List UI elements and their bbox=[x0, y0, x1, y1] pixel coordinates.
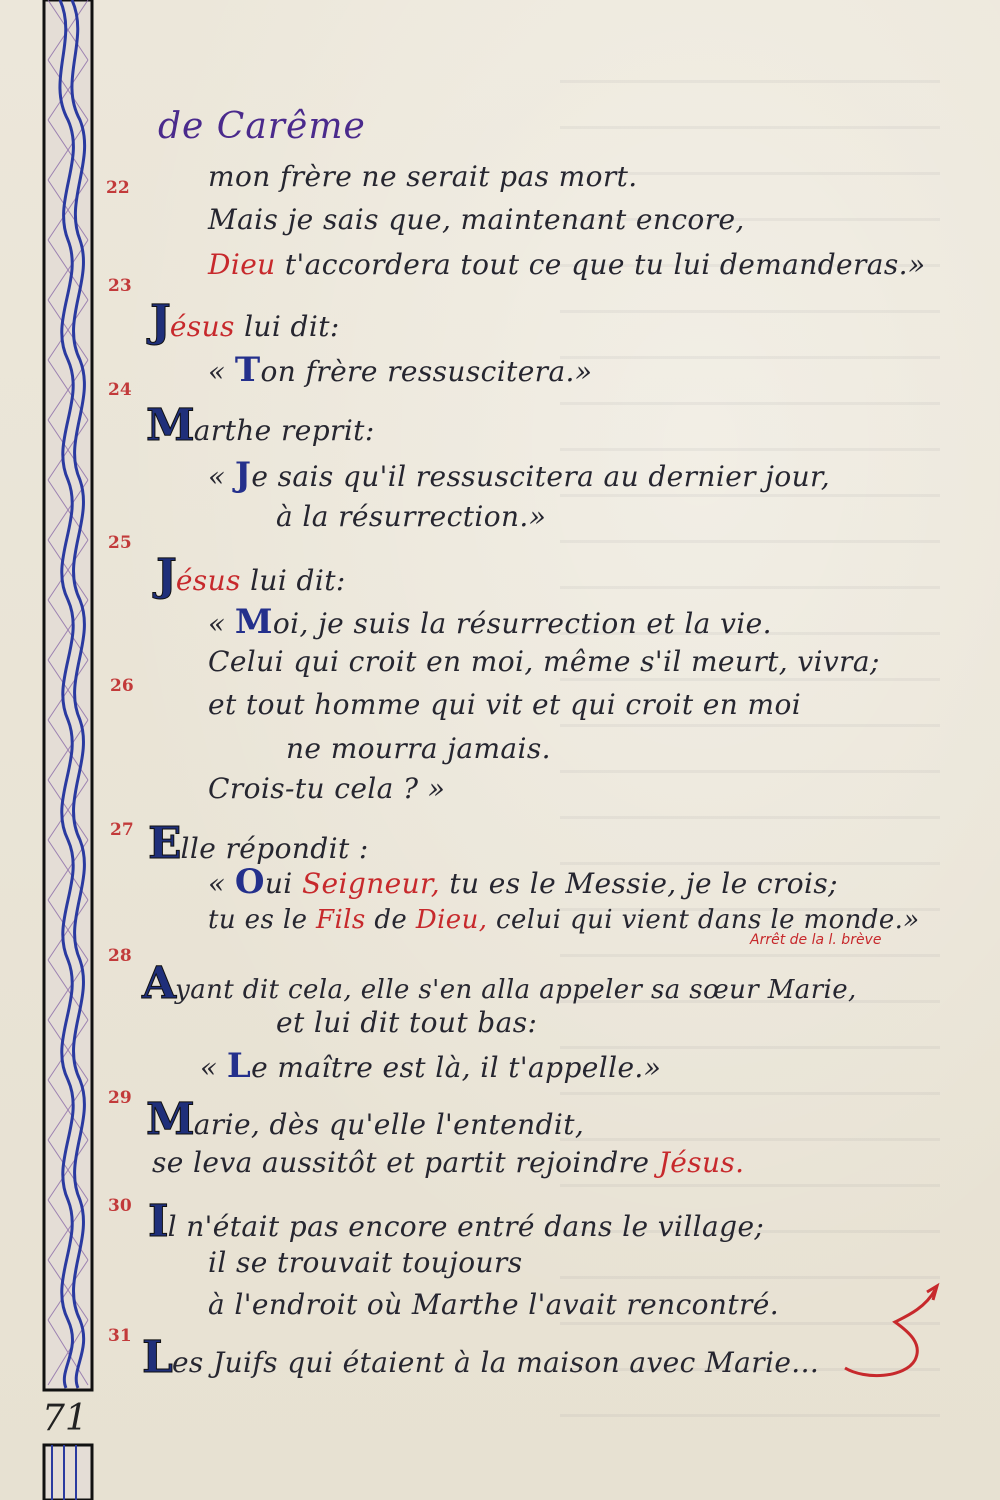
rubric-word: Dieu bbox=[208, 248, 276, 281]
text-run: e sais qu'il ressuscitera au dernier jour, bbox=[251, 460, 831, 493]
text-run: lui dit: bbox=[240, 564, 346, 597]
text-line bbox=[208, 602, 772, 642]
text-line bbox=[150, 296, 340, 347]
text-run: tu es le bbox=[208, 905, 317, 935]
text-line: et tout homme qui vit et qui croit en moi bbox=[208, 688, 802, 721]
lettrine: T bbox=[234, 350, 261, 390]
text-run: arie, dès qu'elle l'entendit, bbox=[193, 1108, 585, 1141]
rubric-word: ésus bbox=[169, 310, 235, 343]
lettrine: M bbox=[234, 602, 273, 642]
text-line: Mais je sais que, maintenant encore, bbox=[208, 203, 745, 236]
page-number: 71 bbox=[42, 1398, 88, 1439]
text-run: « bbox=[208, 607, 235, 640]
text-run: lui dit: bbox=[234, 310, 340, 343]
lettrine: A bbox=[142, 958, 176, 1009]
page-turn-arrow-icon bbox=[835, 1280, 945, 1390]
text-run: se leva aussitôt et partit rejoindre bbox=[152, 1146, 659, 1179]
text-run: « bbox=[208, 355, 235, 388]
verse-number: 25 bbox=[108, 533, 132, 553]
text-line bbox=[208, 455, 830, 495]
text-run: « bbox=[208, 867, 235, 900]
margin-note: Arrêt de la l. brève bbox=[750, 932, 882, 948]
text-run: celui qui vient dans le monde.» bbox=[487, 905, 920, 935]
rubric-word: ésus bbox=[175, 564, 241, 597]
text-run: oi, je suis la résurrection et la vie. bbox=[272, 607, 772, 640]
text-line bbox=[156, 550, 346, 601]
text-run: lle répondit : bbox=[180, 832, 369, 865]
text-line bbox=[146, 400, 375, 451]
text-run: de bbox=[365, 905, 416, 935]
text-line: à l'endroit où Marthe l'avait rencontré. bbox=[208, 1288, 780, 1321]
text-run: tu es le Messie, je le crois; bbox=[440, 867, 838, 900]
text-line bbox=[208, 862, 838, 902]
lettrine: L bbox=[226, 1046, 252, 1086]
text-line bbox=[146, 1094, 584, 1145]
text-line bbox=[142, 958, 857, 1009]
rubric-word: Fils bbox=[316, 905, 366, 935]
verse-number: 22 bbox=[106, 178, 130, 198]
text-line: à la résurrection.» bbox=[276, 500, 547, 533]
lettrine: J bbox=[234, 455, 252, 495]
rubric-word: Dieu, bbox=[415, 905, 488, 935]
rubric-word: Jésus. bbox=[658, 1146, 745, 1179]
text-run: es Juifs qui étaient à la maison avec Marie... bbox=[171, 1346, 820, 1379]
verse-number: 27 bbox=[110, 820, 134, 840]
text-line: et lui dit tout bas: bbox=[276, 1006, 538, 1039]
page-title: de Carême bbox=[158, 106, 366, 147]
text-run: « bbox=[200, 1051, 227, 1084]
text-line: Celui qui croit en moi, même s'il meurt, vivra; bbox=[208, 645, 880, 678]
rubric-word: Seigneur, bbox=[301, 867, 441, 900]
text-line: il se trouvait toujours bbox=[208, 1246, 523, 1279]
text-line bbox=[142, 1332, 819, 1383]
text-line bbox=[152, 1146, 744, 1179]
text-line: ne mourra jamais. bbox=[286, 732, 551, 765]
lettrine: M bbox=[146, 400, 194, 451]
text-line bbox=[148, 1196, 764, 1247]
text-line: Crois-tu cela ? » bbox=[208, 772, 446, 805]
lettrine: J bbox=[156, 550, 176, 601]
text-run: e maître est là, il t'appelle.» bbox=[251, 1051, 662, 1084]
text-line bbox=[200, 1046, 661, 1086]
text-line bbox=[208, 248, 925, 281]
verse-number: 31 bbox=[108, 1326, 132, 1346]
text-run: ui bbox=[264, 867, 302, 900]
text-run: on frère ressuscitera.» bbox=[260, 355, 593, 388]
text-run: l n'était pas encore entré dans le village; bbox=[167, 1210, 765, 1243]
verse-number: 29 bbox=[108, 1088, 132, 1108]
verse-number: 23 bbox=[108, 276, 132, 296]
text-line: mon frère ne serait pas mort. bbox=[208, 160, 638, 193]
lettrine: O bbox=[234, 862, 265, 902]
lettrine: J bbox=[150, 296, 170, 347]
text-run: « bbox=[208, 460, 235, 493]
lettrine: I bbox=[148, 1196, 168, 1247]
verse-number: 28 bbox=[108, 946, 132, 966]
text-run: arthe reprit: bbox=[193, 414, 375, 447]
lettrine: E bbox=[148, 818, 181, 869]
verse-number: 24 bbox=[108, 380, 132, 400]
verse-number: 30 bbox=[108, 1196, 132, 1216]
verse-number: 26 bbox=[110, 676, 134, 696]
lettrine: L bbox=[142, 1332, 172, 1383]
decorative-border bbox=[38, 0, 100, 1500]
text-line bbox=[208, 905, 920, 935]
text-run: yant dit cela, elle s'en alla appeler sa sœur Marie, bbox=[175, 975, 857, 1005]
text-run: t'accordera tout ce que tu lui demanderas.» bbox=[275, 248, 926, 281]
text-line bbox=[208, 350, 592, 390]
lettrine: M bbox=[146, 1094, 194, 1145]
